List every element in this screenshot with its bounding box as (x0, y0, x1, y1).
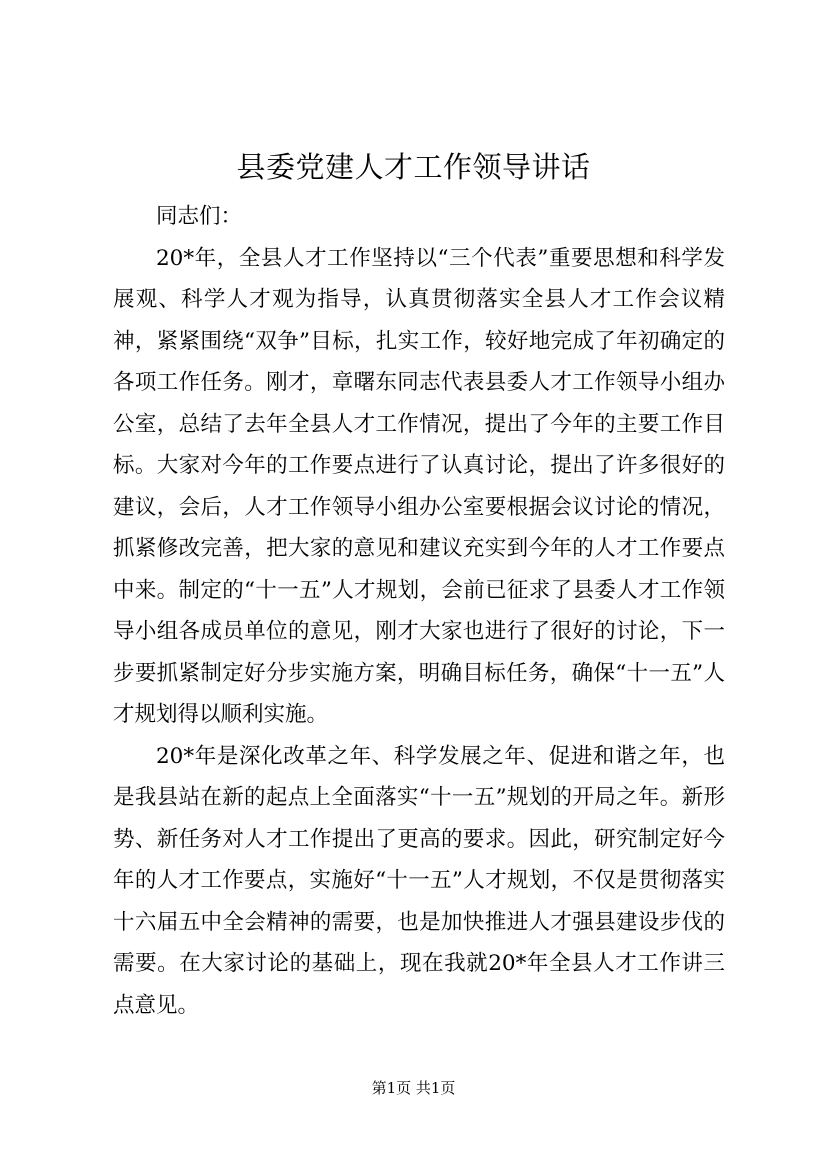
document-body (113, 196, 725, 1026)
page-number-label: 第1页 共1页 (371, 1079, 456, 1097)
page-footer (0, 1078, 827, 1098)
document-title: 县委党建人才工作领导讲话 (236, 150, 591, 184)
salutation: 同志们： (156, 204, 243, 229)
paragraph-1: 20*年，全县人才工作坚持以“三个代表”重要思想和科学发展观、科学人才观为指导，认真贯彻落实全县人才工作会议精神，紧紧围绕“双争”目标，扎实工作，较好地完成了年初确定的各项工作任务。刚才，章曙东同志代表县委人才工作领导小组办公室，总结了去年全县人才工作情况，提出了今年的主要工作目标。大家对今年的工作要点进行了认真讨论，提出了许多很好的建议，会后，人才工作领导小组办公室要根据会议讨论的情况，抓紧修改完善，把大家的意见和建议充实到今年的人才工作要点中来。制定的“十一五”人才规划，会前已征求了县委人才工作领导小组各成员单位的意见，刚才大家也进行了很好的讨论，下一步要抓紧制定好分步实施方案，明确目标任务，确保“十一五”人才规划得以顺利实施。 (113, 245, 725, 727)
paragraph-2: 20*年是深化改革之年、科学发展之年、促进和谐之年，也是我县站在新的起点上全面落实“十一五”规划的开局之年。新形势、新任务对人才工作提出了更高的要求。因此，研究制定好今年的人才工作要点，实施好“十一五”人才规划，不仅是贯彻落实十六届五中全会精神的需要，也是加快推进人才强县建设步伐的需要。在大家讨论的基础上，现在我就20*年全县人才工作讲三点意见。 (113, 743, 725, 1018)
